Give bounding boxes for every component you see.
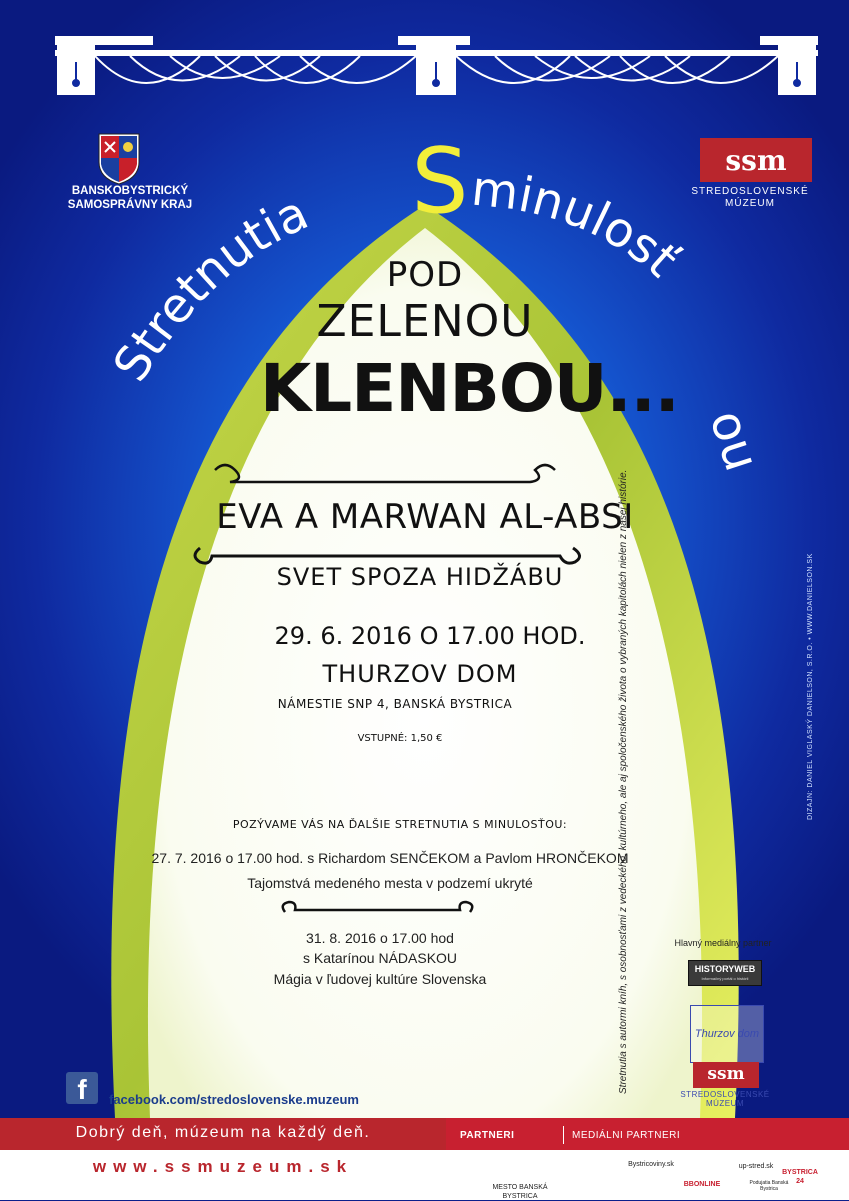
historyweb-logo	[688, 960, 762, 986]
upcoming-event2-line2: s Katarínou NÁDASKOU	[302, 950, 458, 966]
ssm-small-line1: STREDOSLOVENSKÉ	[680, 1090, 770, 1099]
event-subtitle: SVET SPOZA HIDŽÁBU	[276, 563, 564, 591]
event-address: NÁMESTIE SNP 4, BANSKÁ BYSTRICA	[277, 697, 513, 711]
ssm-line2: MÚZEUM	[725, 198, 775, 209]
footer-separator	[563, 1126, 564, 1144]
event-venue: THURZOV DOM	[322, 660, 518, 688]
ssm-label	[680, 186, 820, 210]
headline-zelenou: ZELENOU	[316, 296, 534, 347]
guest-names: EVA A MARWAN AL-ABSI	[216, 497, 634, 537]
partner-bystrica24: BYSTRICA 24	[782, 1169, 818, 1185]
upcoming-event2-line3: Mágia v ľudovej kultúre Slovenska	[273, 971, 487, 987]
upcoming-event1-line1: 27. 7. 2016 o 17.00 hod. s Richardom SENČEKOM a Pavlom HRONČEKOM	[151, 850, 629, 866]
partner-upstred: up-stred.sk	[738, 1163, 774, 1170]
headline-pod: POD	[386, 255, 464, 295]
ssm-logo-mark: ssm	[725, 144, 787, 177]
facebook-link[interactable]: facebook.com/stredoslovenske.muzeum	[109, 1092, 359, 1107]
bbsk-label	[40, 184, 220, 212]
media-partners-label: MEDIÁLNI PARTNERI	[572, 1130, 681, 1141]
partner-mesto-bb: MESTO BANSKÁ BYSTRICA	[492, 1184, 548, 1200]
ssm-line1: STREDOSLOVENSKÉ	[691, 186, 809, 197]
media-partner-label: Hlavný mediálny partner	[674, 938, 772, 948]
series-title-left: Stretnutia	[102, 184, 317, 392]
bbsk-line1: BANSKOBYSTRICKÝ	[71, 185, 189, 197]
partner-bbonline: BBONLINE	[683, 1181, 721, 1188]
series-title-right: minulosť	[468, 160, 689, 289]
headline-klenbou: KLENBOU...	[260, 350, 679, 427]
partners-label: PARTNERI	[460, 1130, 515, 1141]
upcoming-event2-line1: 31. 8. 2016 o 17.00 hod	[306, 930, 454, 946]
partner-bystricoviny: Bystricoviny.sk	[628, 1161, 674, 1168]
historyweb-name: HISTORYWEB	[694, 964, 756, 974]
event-fee: VSTUPNÉ: 1,50 €	[357, 733, 443, 744]
thurzov-dom-text: Thurzov dom	[694, 1028, 760, 1040]
event-datetime: 29. 6. 2016 O 17.00 HOD.	[274, 622, 586, 650]
upcoming-event1-line2: Tajomstvá medeného mesta v podzemí ukryté	[247, 875, 533, 891]
ssm-small-line2: MÚZEUM	[705, 1099, 745, 1108]
bbsk-line2: SAMOSPRÁVNY KRAJ	[67, 199, 193, 211]
upcoming-heading: POZÝVAME VÁS NA ĎALŠIE STRETNUTIA S MINULOSŤOU:	[232, 818, 568, 831]
series-title-s: S	[411, 129, 469, 234]
footer-slogan: Dobrý deň, múzeum na každý deň.	[75, 1124, 371, 1141]
facebook-icon[interactable]: f	[66, 1072, 98, 1104]
partner-priekopnik: PRIEKOPNÍK	[574, 1172, 618, 1179]
ssm-logo-icon	[700, 138, 812, 182]
partner-kam-do-mesta: kam do mesta	[677, 1165, 721, 1172]
website-link[interactable]: www.ssmuzeum.sk	[92, 1157, 354, 1176]
ssm-small-logo: ssm	[693, 1062, 759, 1088]
series-title-end: ou	[698, 403, 771, 478]
design-credit: DIZAJN: DANIEL VIGLASKÝ DANIELSON, S.R.O. • WWW.DANIELSON.SK	[807, 553, 814, 820]
thurzov-dom-logo	[690, 1005, 764, 1063]
ssm-small-label	[670, 1090, 780, 1108]
series-description-vertical: Stretnutia s autormi kníh, s osobnosťami z vedeckého, kultúrneho, ale aj spoločenského života o vybraných kapitolách nielen z našej histórie.	[618, 469, 629, 1094]
historyweb-sub: Informačný portál o histórii	[701, 976, 749, 981]
partner-podujatia: Podujatia Banská Bystrica	[749, 1180, 789, 1192]
coat-of-arms-icon	[99, 134, 139, 184]
